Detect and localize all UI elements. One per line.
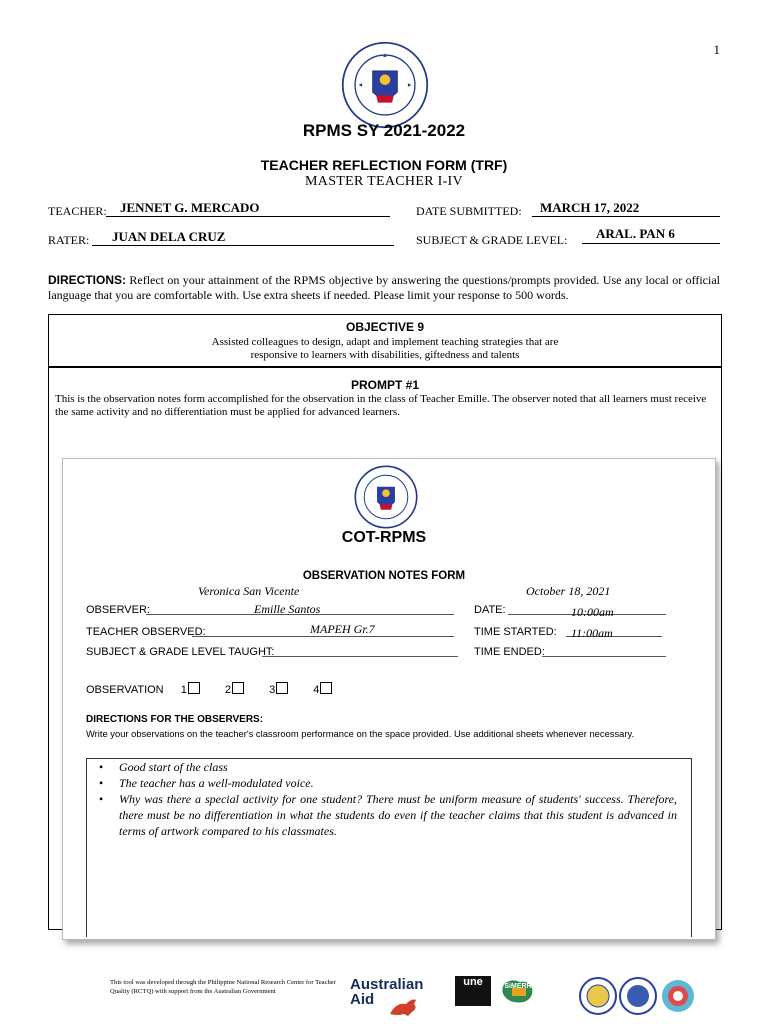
directions-text: Reflect on your attainment of the RPMS objective by answering the questions/prompts provided. Use any local or official language that you are comfortable with. Use extra sheets if needed. Please limit your response to 500 words.	[48, 273, 720, 302]
deped-seal-logo-small	[354, 465, 418, 529]
form-subtitle: MASTER TEACHER I-IV	[305, 174, 463, 189]
australian-aid-line-2: Aid	[350, 991, 375, 1008]
partner-swirl-logo	[658, 978, 698, 1014]
directions	[48, 273, 720, 303]
australian-aid-line-1: Australian	[350, 976, 424, 993]
date-label: DATE:	[474, 604, 506, 616]
subject-grade-underline	[582, 243, 720, 244]
rater-underline	[92, 245, 394, 246]
prompt-title: PROMPT #1	[350, 378, 419, 392]
partner-seal-logo	[618, 976, 658, 1016]
rater-label: RATER:	[48, 233, 90, 247]
observation-notes-box	[86, 758, 692, 937]
observation-notes-form-title: OBSERVATION NOTES FORM	[302, 570, 466, 582]
note-item: • Good start of the class	[119, 759, 691, 775]
observation-label: OBSERVATION	[86, 684, 164, 696]
kangaroo-icon	[386, 992, 422, 1018]
teacher-value: JENNET G. MERCADO	[120, 200, 260, 215]
note-item: • The teacher has a well-modulated voice.	[119, 775, 691, 791]
une-logo	[455, 976, 491, 1006]
rctq-seal-logo	[578, 976, 618, 1016]
rater-value: JUAN DELA CRUZ	[112, 229, 226, 244]
subject-grade-label: SUBJECT & GRADE LEVEL:	[416, 233, 568, 247]
observation-option-1: 1	[180, 684, 187, 696]
subject-grade-taught-underline	[262, 656, 458, 657]
subject-grade-value: ARAL. PAN 6	[596, 226, 675, 241]
observer-name-handwritten: Veronica San Vicente	[198, 584, 300, 598]
prompt-text: This is the observation notes form accomplished for the observation in the class of Teacher Emille. The observer noted that all learners must receive the same activity and no differentiation must be applied for advanced learners.	[55, 393, 707, 418]
time-ended-underline	[542, 656, 666, 657]
observation-checkbox-2[interactable]	[232, 682, 244, 694]
teacher-observed-label: TEACHER OBSERVED:	[86, 626, 206, 638]
objective-line-2: responsive to learners with disabilities, giftedness and talents	[250, 349, 520, 361]
objective-box	[48, 314, 722, 368]
observation-option-3: 3	[269, 684, 276, 696]
une-label: une	[463, 976, 483, 988]
date-submitted-label: DATE SUBMITTED:	[416, 204, 522, 218]
observation-checkbox-3[interactable]	[276, 682, 288, 694]
time-started-handwritten: 10:00am	[571, 605, 614, 619]
objective-line-1: Assisted colleagues to design, adapt and implement teaching strategies that are	[211, 336, 559, 348]
observation-row	[86, 682, 332, 696]
note-item: • Why was there a special activity for one student? There must be uniform measure of students' success. Therefore, there must be no differentiation in what the students do even if the teacher claims that this student is advanced in terms of artwork compared to his classmates.	[119, 791, 691, 839]
form-title: TEACHER REFLECTION FORM (TRF)	[260, 157, 508, 173]
teacher-observed-handwritten: Emille Santos	[254, 602, 321, 616]
subject-grade-taught-label: SUBJECT & GRADE LEVEL TAUGHT:	[86, 646, 275, 658]
observation-option-4: 4	[313, 684, 320, 696]
objective-title: OBJECTIVE 9	[345, 320, 425, 334]
observation-checkbox-4[interactable]	[320, 682, 332, 694]
observer-directions-text: Write your observations on the teacher's classroom performance on the space provided. Use additional sheets whenever necessary.	[86, 728, 635, 739]
time-ended-label: TIME ENDED:	[474, 646, 545, 658]
cot-rpms-title: COT-RPMS	[341, 529, 427, 546]
footer-credit-text: This tool was developed through the Philippine National Research Center for Teacher Quality (RCTQ) with support from the Australian Government	[110, 979, 336, 995]
subject-handwritten: MAPEH Gr.7	[310, 622, 375, 636]
page-number: 1	[713, 42, 720, 57]
teacher-label: TEACHER:	[48, 204, 107, 218]
teacher-underline	[106, 216, 390, 217]
time-started-label: TIME STARTED:	[474, 626, 557, 638]
observation-checkbox-1[interactable]	[188, 682, 200, 694]
time-ended-handwritten: 11:00am	[571, 626, 613, 640]
observer-label: OBSERVER:	[86, 604, 150, 616]
rpms-title: RPMS SY 2021-2022	[302, 121, 466, 140]
simerr-australia-logo	[498, 976, 538, 1006]
observation-option-2: 2	[224, 684, 232, 696]
deped-seal-logo	[341, 41, 429, 129]
observer-directions-title: DIRECTIONS FOR THE OBSERVERS:	[86, 714, 264, 725]
date-submitted-value: MARCH 17, 2022	[540, 200, 640, 215]
date-submitted-underline	[532, 216, 720, 217]
simerr-label: SiMERR	[504, 983, 532, 990]
directions-label: DIRECTIONS:	[48, 273, 126, 287]
observation-date-handwritten: October 18, 2021	[526, 584, 611, 598]
